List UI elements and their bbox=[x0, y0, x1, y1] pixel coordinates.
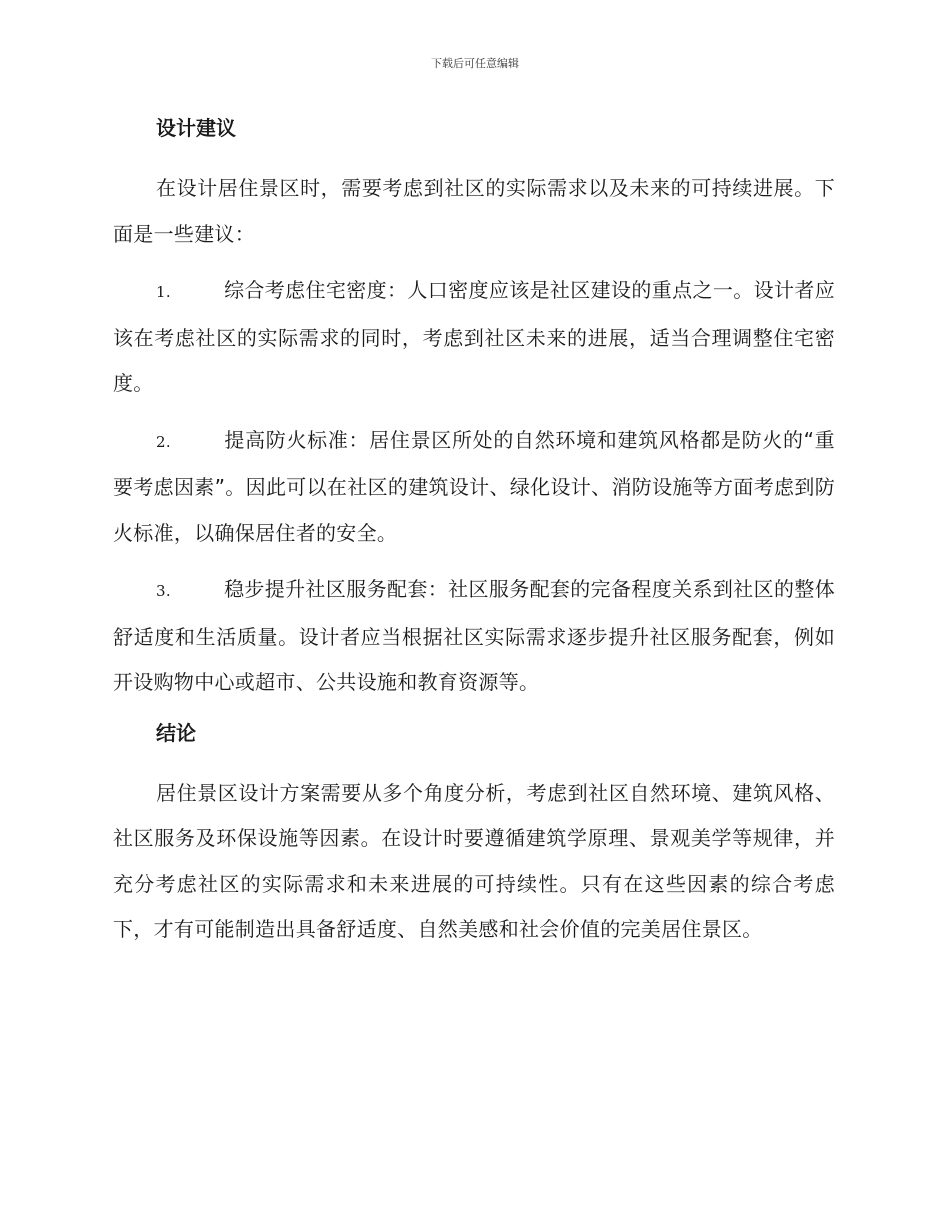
list-item bbox=[113, 567, 835, 706]
list-item bbox=[113, 418, 835, 557]
list-item-number: 1. bbox=[156, 283, 171, 301]
list-item-number: 2. bbox=[156, 432, 171, 451]
list-item-text: 稳步提升社区服务配套：社区服务配套的完备程度关系到社区的整体舒适度和生活质量。设计者应当根据社区实际需求逐步提升社区服务配套，例如开设购物中心或超市、公共设施和教育资源等。 bbox=[113, 577, 835, 694]
page-header-note: 下载后可任意编辑 bbox=[431, 57, 519, 70]
section-heading-conclusion: 结论 bbox=[156, 720, 196, 745]
list-item-text: 提高防火标准：居住景区所处的自然环境和建筑风格都是防火的“重要考虑因素”。因此可以在社区的建筑设计、绿化设计、消防设施等方面考虑到防火标准，以确保居住者的安全。 bbox=[113, 427, 835, 545]
list-item bbox=[113, 268, 835, 407]
list-item-text: 综合考虑住宅密度：人口密度应该是社区建设的重点之一。设计者应该在考虑社区的实际需求的同时，考虑到社区未来的进展，适当合理调整住宅密度。 bbox=[113, 278, 835, 395]
list-item-number: 3. bbox=[156, 582, 171, 600]
section-heading-design: 设计建议 bbox=[156, 116, 236, 140]
conclusion-paragraph: 居住景区设计方案需要从多个角度分析，考虑到社区自然环境、建筑风格、社区服务及环保设施等因素。在设计时要遵循建筑学原理、景观美学等规律，并充分考虑社区的实际需求和未来进展的可持续性。只有在这些因素的综合考虑下，才有可能制造出具备舒适度、自然美感和社会价值的完美居住景区。 bbox=[113, 780, 835, 941]
design-intro-paragraph: 在设计居住景区时，需要考虑到社区的实际需求以及未来的可持续进展。下面是一些建议： bbox=[113, 176, 835, 246]
document-body bbox=[113, 112, 835, 964]
